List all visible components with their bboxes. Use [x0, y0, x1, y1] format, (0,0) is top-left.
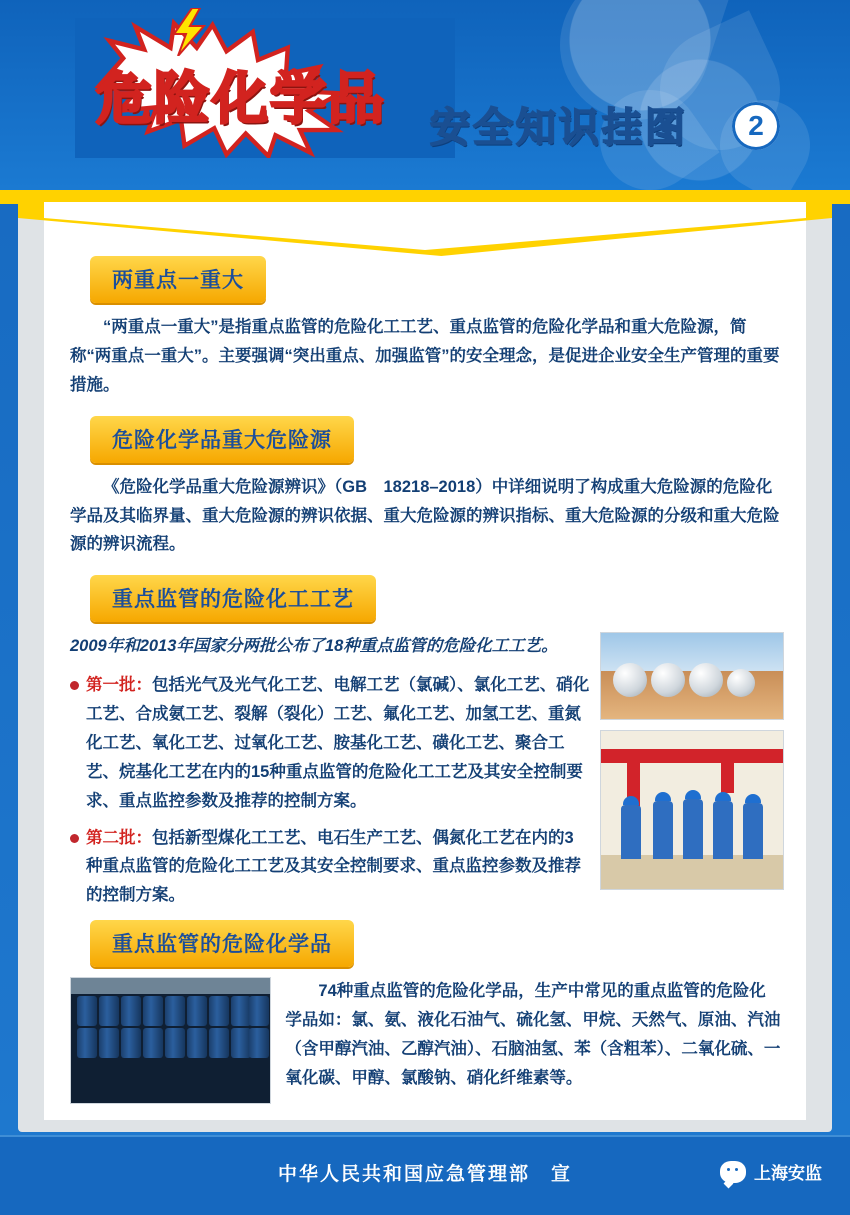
- chemical-drum: [231, 1028, 251, 1058]
- storage-tank: [613, 663, 647, 697]
- chemical-drum: [121, 1028, 141, 1058]
- safety-helmet-icon: [745, 794, 761, 803]
- storage-tank: [651, 663, 685, 697]
- process-lead-text: 2009年和2013年国家分两批公布了18种重点监管的危险化工工艺。: [70, 637, 558, 656]
- chemical-drum: [99, 1028, 119, 1058]
- process-bullet-list: [70, 671, 590, 910]
- chemical-drum: [209, 996, 229, 1026]
- section-key-supervised-process: [70, 575, 782, 910]
- section-heading: 危险化学品重大危险源: [90, 416, 354, 463]
- section-heading: 重点监管的危险化学品: [90, 920, 354, 967]
- worker-figure: [683, 799, 703, 859]
- batch-text: 包括光气及光气化工艺、电解工艺（氯碱）、氯化工艺、硝化工艺、合成氨工艺、裂解（裂化）工艺、氟化工艺、加氢工艺、重氮化工艺、氧化工艺、过氧化工艺、胺基化工艺、磺化工艺、聚合工艺、烷基化工艺在内的15种重点监管的危险化工工艺及其安全控制要求、重点监控参数及推荐的控制方案。: [86, 676, 590, 810]
- poster-sub-title: 安全知识挂图: [430, 105, 688, 151]
- blue-chemical-drums-photo: [70, 977, 271, 1104]
- section-heading: 重点监管的危险化工工艺: [90, 575, 376, 622]
- bullet-dot-icon: [70, 681, 79, 690]
- footer-account: [720, 1159, 822, 1184]
- safety-helmet-icon: [685, 790, 701, 799]
- chemical-drum: [143, 1028, 163, 1058]
- photo-floor: [601, 855, 783, 889]
- chemical-drum: [165, 996, 185, 1026]
- process-body: [70, 632, 782, 910]
- bullet-dot-icon: [70, 834, 79, 843]
- workers-with-pipes-photo: [600, 730, 784, 890]
- section-paragraph: 74种重点监管的危险化学品，生产中常见的重点监管的危险化学品如：氯、氨、液化石油气、硫化氢、甲烷、天然气、原油、汽油（含甲醇汽油、乙醇汽油）、石脑油氢、苯（含粗苯）、二氧化硫、一氧化碳、甲醇、氯酸钠、硝化纤维素等。: [285, 982, 781, 1087]
- footer-account-name: 上海安监: [754, 1164, 822, 1183]
- section-paragraph: “两重点一重大”是指重点监管的危险化工工艺、重点监管的危险化学品和重大危险源，简称“两重点一重大”。主要强调“突出重点、加强监管”的安全理念，是促进企业安全生产管理的重要措施。: [70, 318, 780, 394]
- batch-text: 包括新型煤化工工艺、电石生产工艺、偶氮化工艺在内的3种重点监管的危险化工工艺及其安全控制要求、重点监控参数及推荐的控制方案。: [86, 828, 581, 905]
- process-text: [70, 632, 590, 910]
- chemical-drum: [249, 996, 269, 1026]
- page-container: [0, 196, 850, 1136]
- chemicals-body: [70, 977, 782, 1114]
- worker-figure: [621, 805, 641, 859]
- chemical-drum: [187, 996, 207, 1026]
- poster-header: [0, 0, 850, 190]
- poster-footer: [0, 1135, 850, 1215]
- safety-helmet-icon: [623, 796, 639, 805]
- worker-figure: [743, 803, 763, 859]
- chemical-drum: [249, 1028, 269, 1058]
- photo-wall: [71, 978, 271, 994]
- lightning-icon: [170, 8, 210, 56]
- batch-label: 第二批：: [86, 828, 152, 847]
- footer-divider: [0, 1135, 850, 1137]
- wechat-icon: [720, 1161, 746, 1183]
- safety-helmet-icon: [715, 792, 731, 801]
- chemical-drum: [165, 1028, 185, 1058]
- chemical-drum: [143, 996, 163, 1026]
- section-heading: 两重点一重大: [90, 256, 266, 303]
- chemical-drum: [77, 1028, 97, 1058]
- list-item: [70, 671, 590, 815]
- safety-helmet-icon: [655, 792, 671, 801]
- chemical-drum: [99, 996, 119, 1026]
- list-item: [70, 824, 590, 911]
- page-number-badge: 2: [732, 102, 780, 150]
- chemical-drum: [77, 996, 97, 1026]
- chemical-drum: [187, 1028, 207, 1058]
- poster-main-title: 危险化学品: [96, 67, 386, 132]
- process-figures: [600, 632, 782, 900]
- red-pipe: [721, 749, 734, 793]
- chemical-drum: [231, 996, 251, 1026]
- batch-label: 第一批：: [86, 676, 152, 695]
- storage-tank: [727, 669, 755, 697]
- worker-figure: [713, 801, 733, 859]
- section-two-key-one-major: [70, 256, 782, 400]
- page-content: [70, 256, 782, 1114]
- footer-issuer: 中华人民共和国应急管理部 宣: [277, 1164, 572, 1185]
- storage-tank: [689, 663, 723, 697]
- section-paragraph: 《危险化学品重大危险源辨识》（GB 18218–2018）中详细说明了构成重大危险源的危险化学品及其临界量、重大危险源的辨识依据、重大危险源的辨识指标、重大危险源的分级和重大危险源的辨识流程。: [70, 477, 780, 554]
- section-key-supervised-chemicals: [70, 920, 782, 1114]
- chemical-drum: [209, 1028, 229, 1058]
- section-major-hazard-source: [70, 416, 782, 560]
- spherical-storage-tanks-photo: [600, 632, 784, 720]
- worker-figure: [653, 801, 673, 859]
- chemical-drum: [121, 996, 141, 1026]
